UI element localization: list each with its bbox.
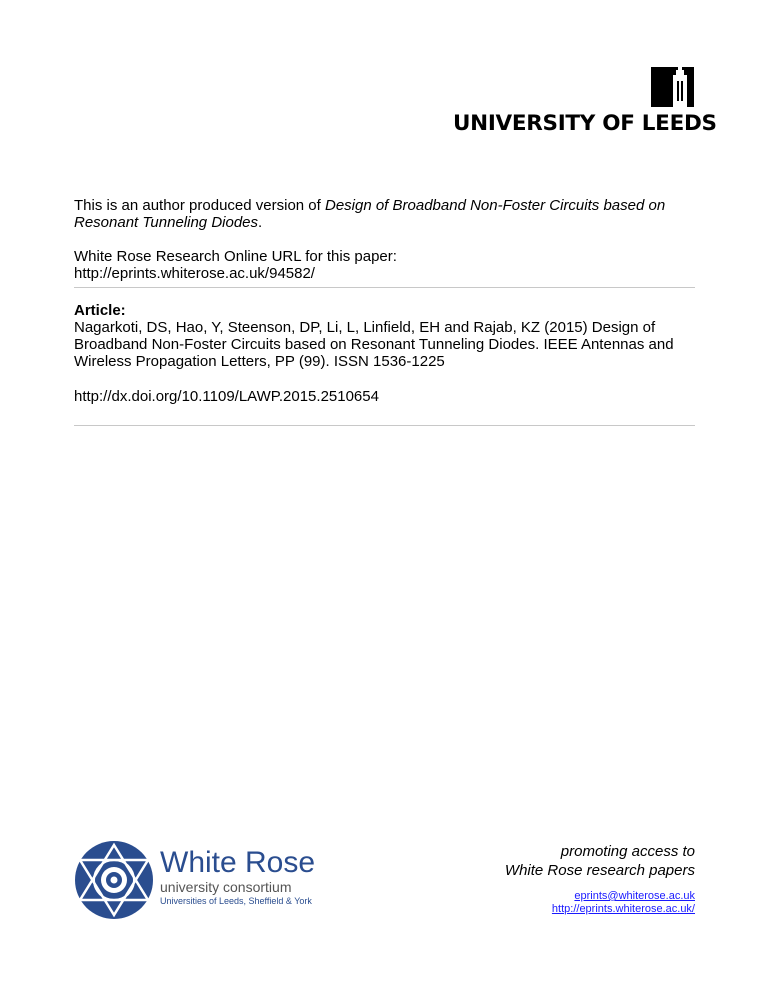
- paper-title: Design of Broadband Non-Foster Circuits based on Resonant Tunneling Diodes: [74, 197, 666, 231]
- white-rose-subtitle: university consortium: [160, 879, 292, 895]
- divider: [74, 425, 695, 426]
- promo-text: [505, 842, 695, 880]
- doi-link[interactable]: http://dx.doi.org/10.1109/LAWP.2015.2510654: [74, 388, 379, 405]
- article-citation: Nagarkoti, DS, Hao, Y, Steenson, DP, Li, L, Linfield, EH and Rajab, KZ (2015) Design of Broadband Non-Foster Circuits based on Resonant Tunneling Diodes. IEEE Antennas and Wireless Propagation Letters, PP (99). ISSN 1536-1225: [74, 319, 674, 370]
- contact-links: [552, 890, 695, 916]
- intro-prefix: This is an author produced version of: [74, 197, 325, 214]
- divider: [74, 287, 695, 288]
- email-link[interactable]: eprints@whiterose.ac.uk: [574, 890, 695, 902]
- leeds-tower-icon: [651, 67, 694, 107]
- url-section: [74, 248, 696, 282]
- paper-url[interactable]: http://eprints.whiterose.ac.uk/94582/: [74, 265, 315, 282]
- university-name: UNIVERSITY OF LEEDS: [453, 111, 717, 136]
- white-rose-icon: [74, 840, 154, 920]
- website-link[interactable]: http://eprints.whiterose.ac.uk/: [551, 903, 695, 915]
- white-rose-title: White Rose: [160, 846, 316, 879]
- intro-paragraph: [74, 197, 696, 231]
- url-label: White Rose Research Online URL for this paper:: [74, 248, 397, 265]
- white-rose-partners: Universities of Leeds, Sheffield & York: [160, 896, 312, 906]
- intro-suffix: .: [258, 214, 263, 231]
- promo-line-1: promoting access to: [560, 843, 695, 860]
- article-section: [74, 302, 696, 370]
- article-heading: Article:: [74, 302, 126, 319]
- promo-line-2: White Rose research papers: [504, 862, 695, 879]
